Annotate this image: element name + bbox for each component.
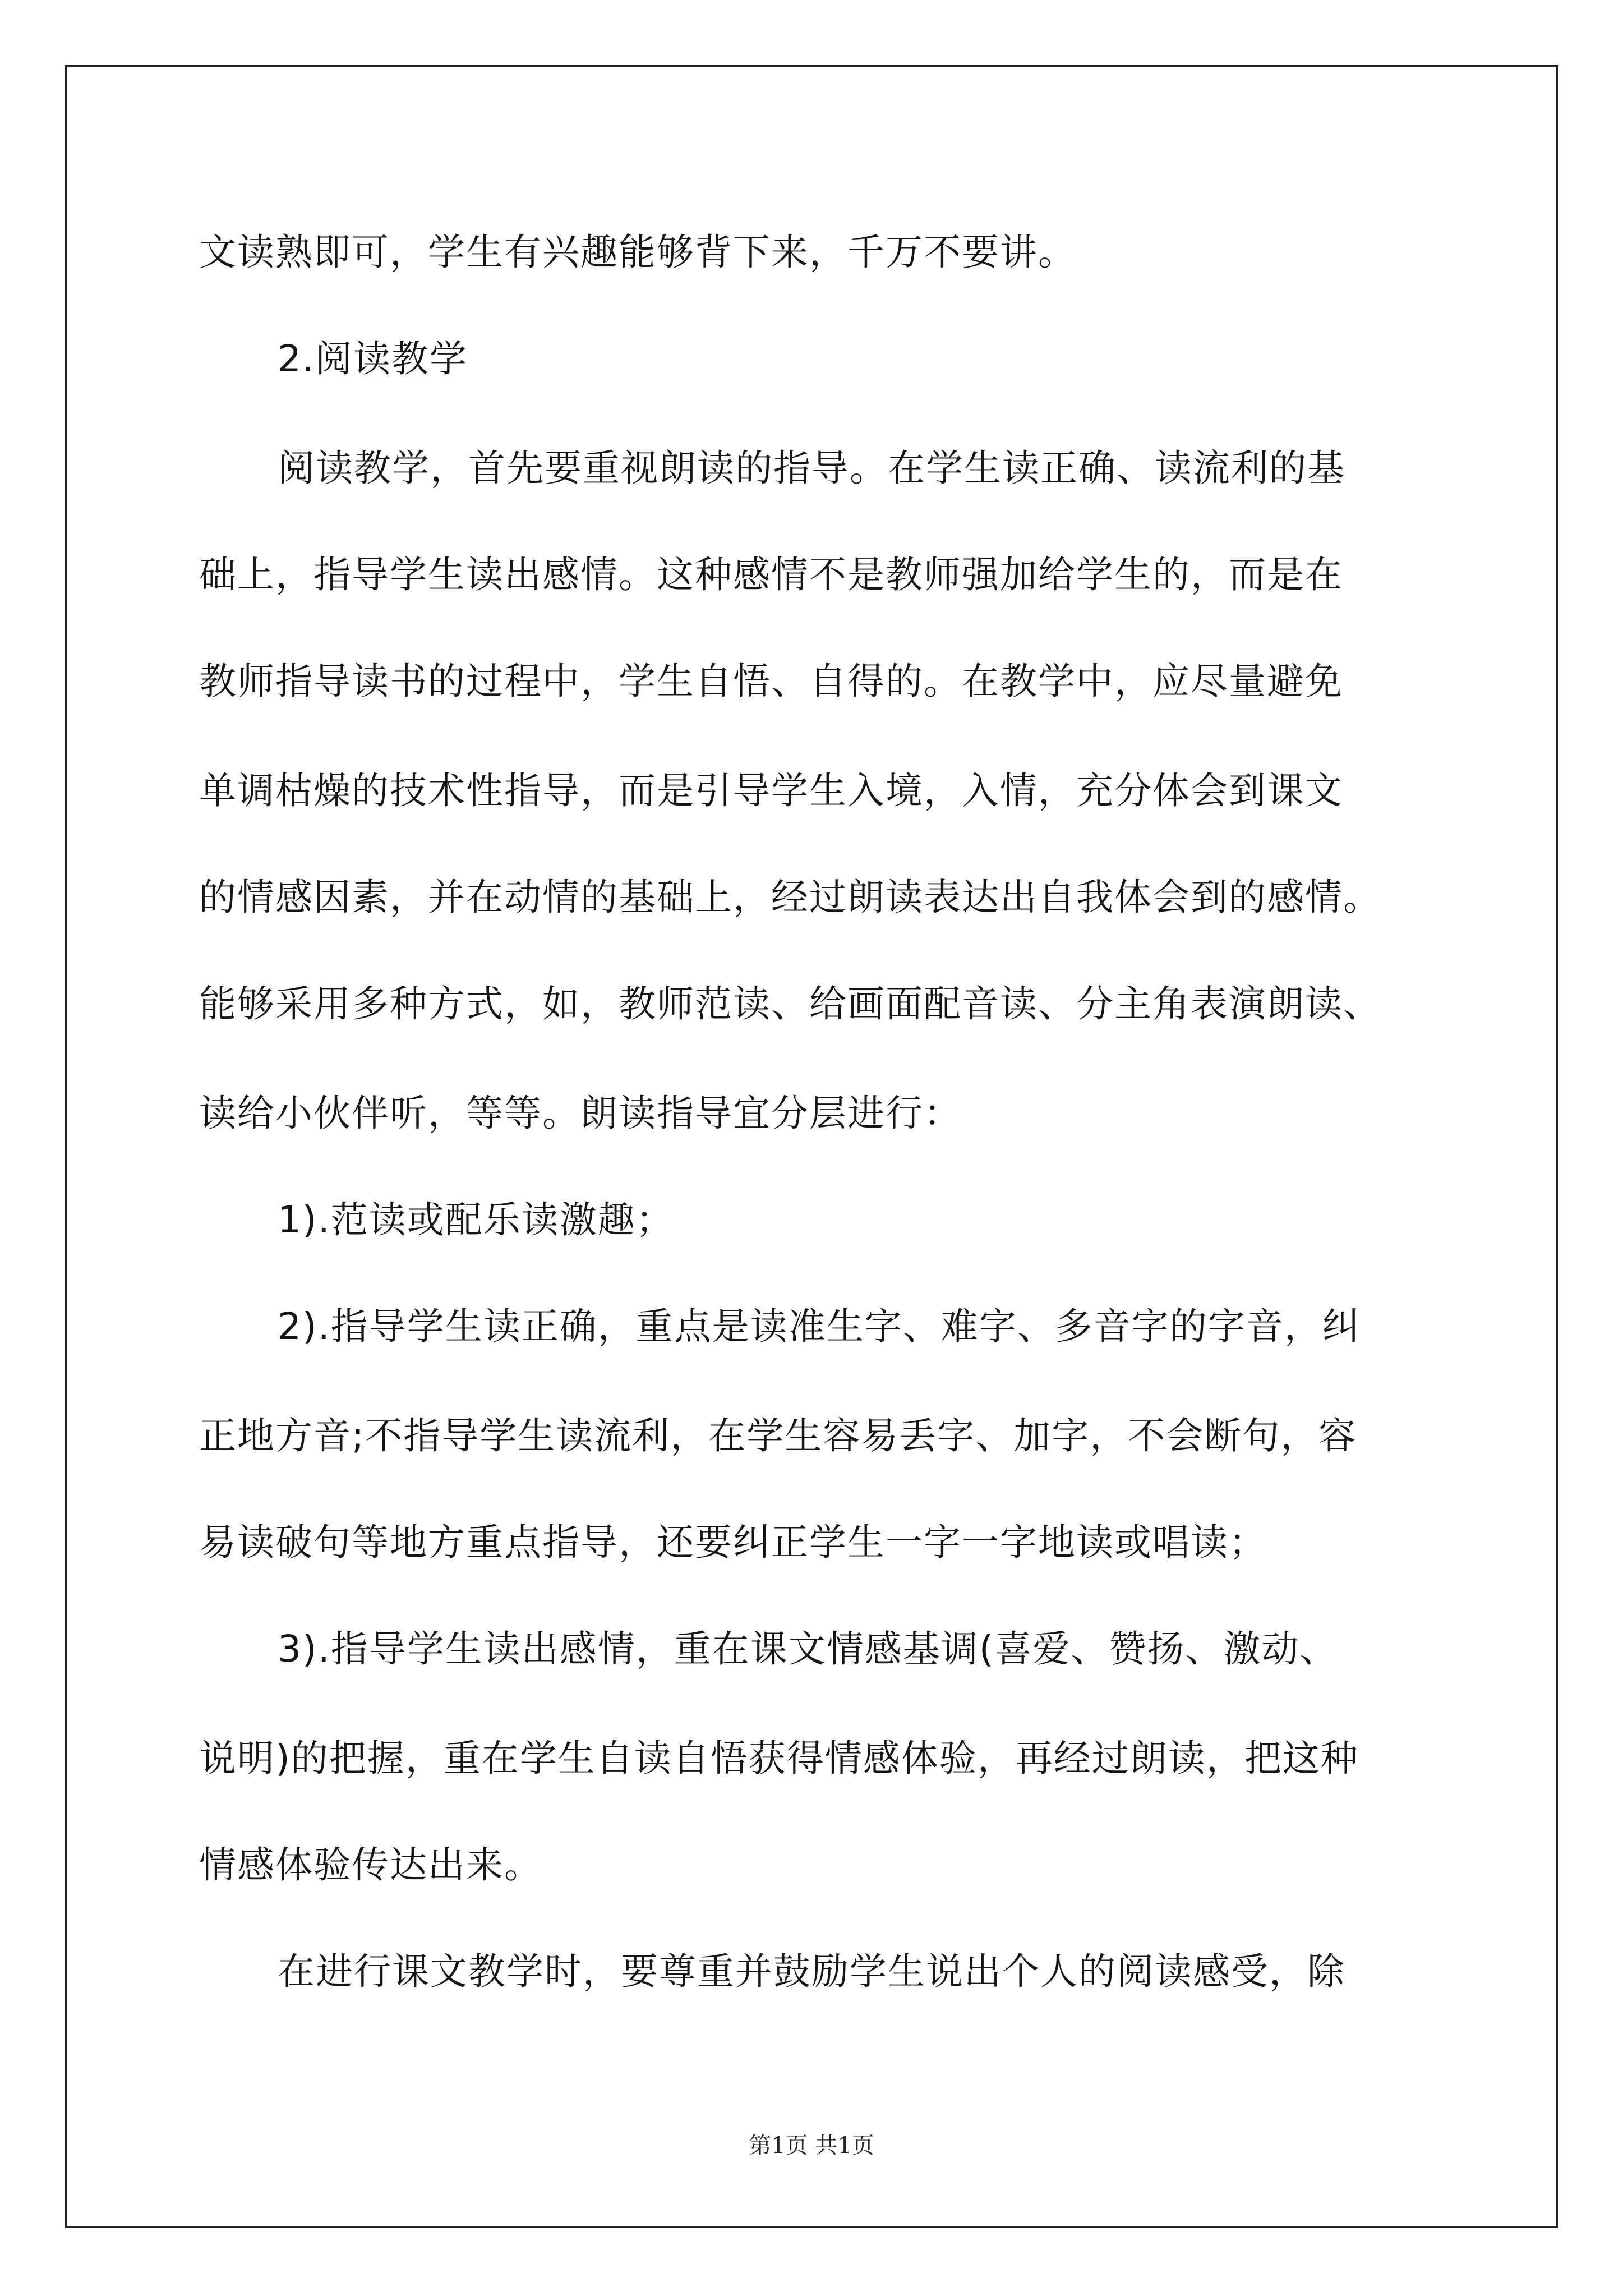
paragraph-line: 能够采用多种方式，如，教师范读、给画面配音读、分主角表演朗读、 [199,982,1381,1025]
list-item: 1).范读或配乐读激趣； [278,1198,674,1241]
paragraph-line: 础上，指导学生读出感情。这种感情不是教师强加给学生的，而是在 [199,553,1343,596]
paragraph-line: 教师指导读书的过程中，学生自悟、自得的。在教学中，应尽量避免 [199,660,1343,703]
paragraph-line: 单调枯燥的技术性指导，而是引导学生入境，入情，充分体会到课文 [199,769,1343,812]
paragraph-line: 正地方音;不指导学生读流利，在学生容易丢字、加字，不会断句，容 [199,1414,1357,1457]
page-footer: 第1页 共1页 [749,2133,874,2159]
paragraph-line: 文读熟即可，学生有兴趣能够背下来，千万不要讲。 [199,231,1076,274]
paragraph-line: 阅读教学，首先要重视朗读的指导。在学生读正确、读流利的基 [278,447,1345,490]
paragraph-line: 的情感因素，并在动情的基础上，经过朗读表达出自我体会到的感情。 [199,876,1381,919]
paragraph-line: 情感体验传达出来。 [199,1843,542,1887]
page-border [65,65,1558,2228]
list-item: 2).指导学生读正确，重点是读准生字、难字、多音字的字音，纠 [278,1305,1361,1348]
paragraph-line: 在进行课文教学时，要尊重并鼓励学生说出个人的阅读感受，除 [278,1950,1345,1993]
list-item: 3).指导学生读出感情，重在课文情感基调(喜爱、赞扬、激动、 [278,1627,1338,1671]
paragraph-line: 说明)的把握，重在学生自读自悟获得情感体验，再经过朗读，把这种 [199,1737,1359,1780]
paragraph-line: 读给小伙伴听，等等。朗读指导宜分层进行： [199,1092,962,1135]
paragraph-line: 易读破句等地方重点指导，还要纠正学生一字一字地读或唱读； [199,1521,1267,1564]
section-heading: 2.阅读教学 [278,337,468,380]
